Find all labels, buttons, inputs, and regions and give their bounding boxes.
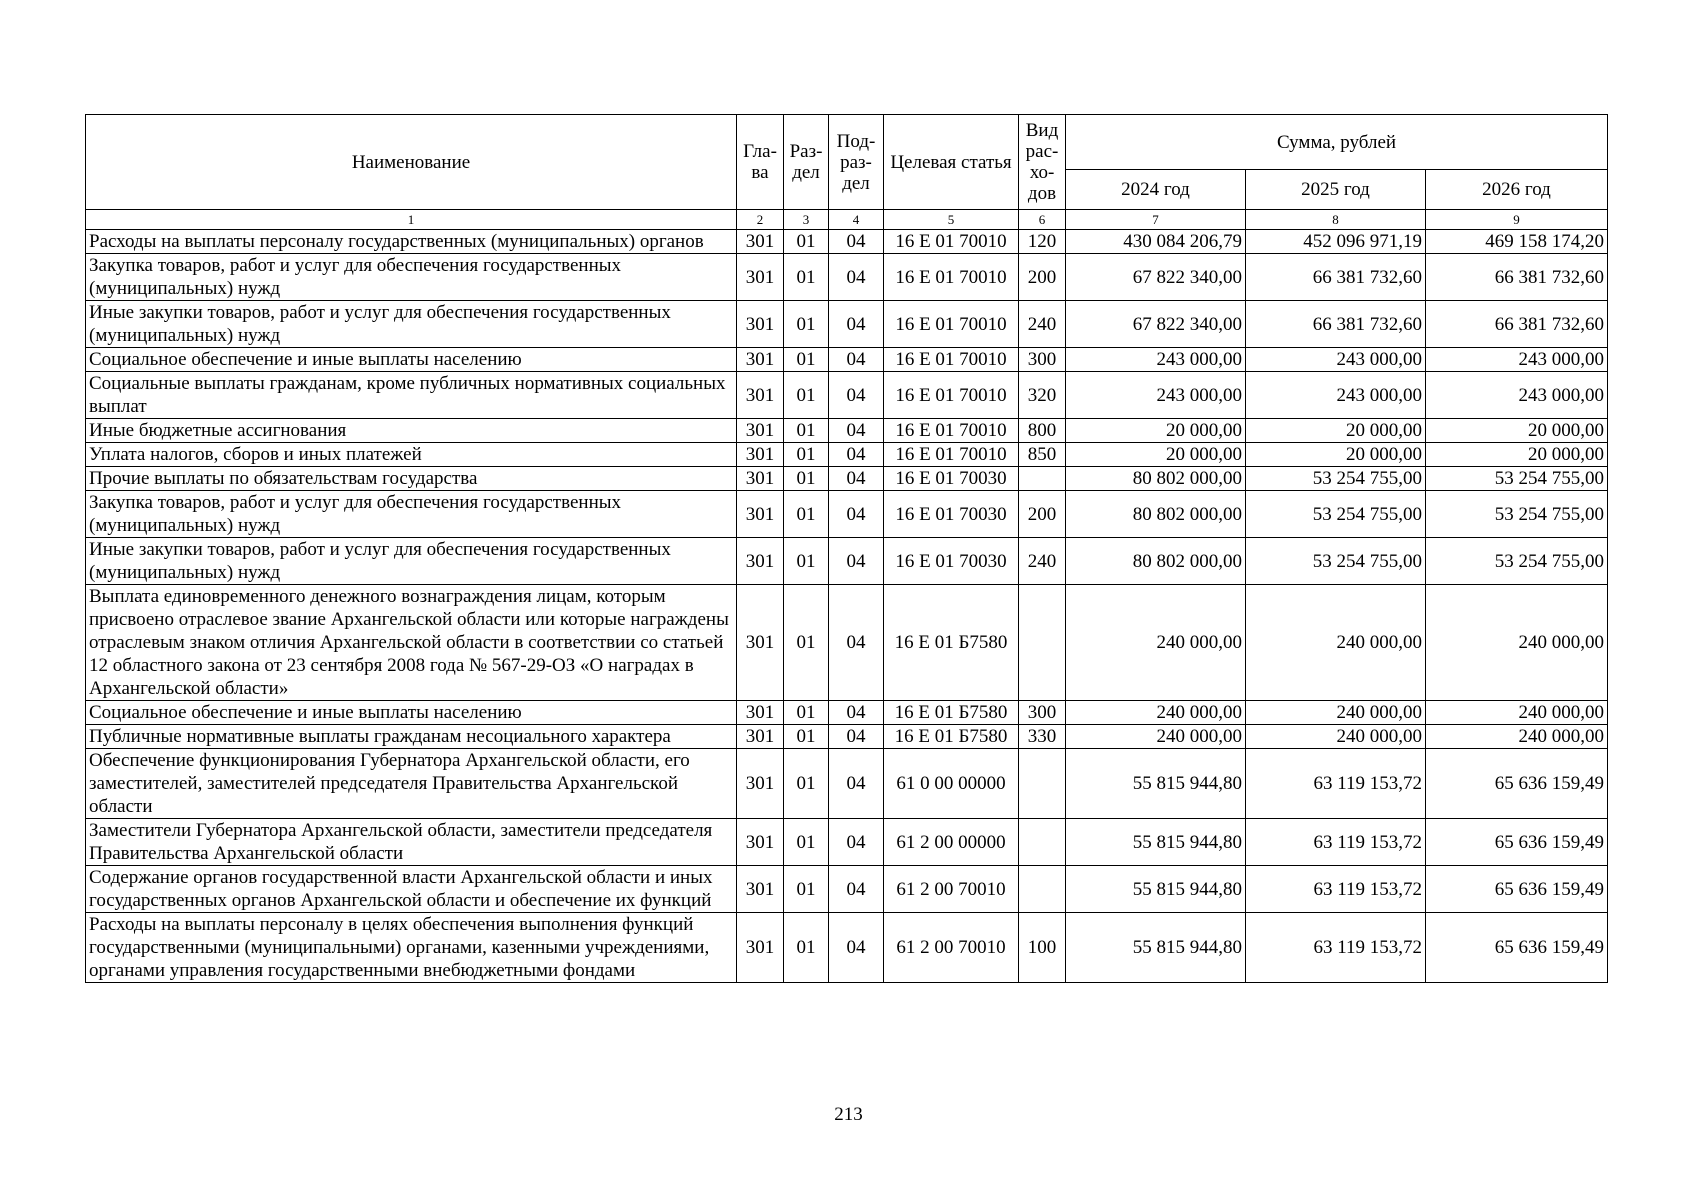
cell-amount-2026: 65 636 159,49 [1426, 866, 1608, 913]
cell-chapter: 301 [737, 230, 784, 254]
cell-amount-2024: 20 000,00 [1066, 419, 1246, 443]
cell-amount-2025: 63 119 153,72 [1246, 819, 1426, 866]
table-row [86, 725, 1608, 749]
cell-amount-2024: 67 822 340,00 [1066, 254, 1246, 301]
cell-subsection: 04 [829, 913, 884, 983]
cell-amount-2026: 53 254 755,00 [1426, 538, 1608, 585]
header-subsection: Под-раз-дел [829, 115, 884, 210]
cell-subsection: 04 [829, 443, 884, 467]
cell-amount-2025: 452 096 971,19 [1246, 230, 1426, 254]
table-row [86, 254, 1608, 301]
cell-amount-2025: 66 381 732,60 [1246, 301, 1426, 348]
cell-section: 01 [784, 467, 829, 491]
cell-target: 16 Е 01 70030 [884, 491, 1019, 538]
cell-expense-type [1019, 866, 1066, 913]
column-number: 1 [86, 210, 737, 230]
cell-expense-type: 200 [1019, 491, 1066, 538]
cell-expense-type: 300 [1019, 701, 1066, 725]
cell-target: 16 Е 01 70010 [884, 254, 1019, 301]
cell-amount-2024: 240 000,00 [1066, 585, 1246, 701]
cell-target: 16 Е 01 70030 [884, 467, 1019, 491]
cell-chapter: 301 [737, 491, 784, 538]
cell-chapter: 301 [737, 467, 784, 491]
cell-subsection: 04 [829, 230, 884, 254]
cell-expense-type [1019, 749, 1066, 819]
cell-amount-2025: 63 119 153,72 [1246, 913, 1426, 983]
cell-section: 01 [784, 749, 829, 819]
cell-amount-2024: 240 000,00 [1066, 701, 1246, 725]
cell-target: 16 Е 01 70030 [884, 538, 1019, 585]
cell-section: 01 [784, 254, 829, 301]
cell-chapter: 301 [737, 725, 784, 749]
cell-amount-2024: 240 000,00 [1066, 725, 1246, 749]
cell-expense-type: 200 [1019, 254, 1066, 301]
cell-amount-2026: 53 254 755,00 [1426, 467, 1608, 491]
cell-expense-type: 120 [1019, 230, 1066, 254]
cell-amount-2025: 240 000,00 [1246, 701, 1426, 725]
cell-amount-2026: 65 636 159,49 [1426, 749, 1608, 819]
cell-amount-2024: 80 802 000,00 [1066, 538, 1246, 585]
cell-target: 16 Е 01 70010 [884, 443, 1019, 467]
cell-subsection: 04 [829, 585, 884, 701]
table-row [86, 913, 1608, 983]
cell-amount-2025: 53 254 755,00 [1246, 538, 1426, 585]
cell-subsection: 04 [829, 372, 884, 419]
cell-amount-2026: 469 158 174,20 [1426, 230, 1608, 254]
table-row [86, 749, 1608, 819]
cell-section: 01 [784, 701, 829, 725]
cell-amount-2025: 243 000,00 [1246, 372, 1426, 419]
cell-amount-2025: 66 381 732,60 [1246, 254, 1426, 301]
cell-section: 01 [784, 419, 829, 443]
cell-amount-2026: 240 000,00 [1426, 585, 1608, 701]
cell-section: 01 [784, 866, 829, 913]
cell-section: 01 [784, 913, 829, 983]
cell-name: Обеспечение функционирования Губернатора Архангельской области, его заместителей, заместителей председателя Правительства Архангельской области [86, 749, 737, 819]
cell-target: 61 2 00 70010 [884, 866, 1019, 913]
table-row [86, 866, 1608, 913]
cell-amount-2024: 67 822 340,00 [1066, 301, 1246, 348]
cell-name: Иные бюджетные ассигнования [86, 419, 737, 443]
cell-amount-2025: 20 000,00 [1246, 419, 1426, 443]
cell-name: Закупка товаров, работ и услуг для обеспечения государственных (муниципальных) нужд [86, 491, 737, 538]
cell-amount-2026: 240 000,00 [1426, 701, 1608, 725]
budget-table [85, 114, 1608, 983]
cell-amount-2026: 65 636 159,49 [1426, 913, 1608, 983]
cell-chapter: 301 [737, 348, 784, 372]
cell-name: Социальное обеспечение и иные выплаты населению [86, 701, 737, 725]
table-row [86, 443, 1608, 467]
header-expense-type: Вид рас-хо-дов [1019, 115, 1066, 210]
cell-amount-2026: 240 000,00 [1426, 725, 1608, 749]
cell-amount-2026: 53 254 755,00 [1426, 491, 1608, 538]
cell-subsection: 04 [829, 254, 884, 301]
cell-amount-2024: 55 815 944,80 [1066, 819, 1246, 866]
cell-target: 61 2 00 70010 [884, 913, 1019, 983]
cell-subsection: 04 [829, 419, 884, 443]
column-number-row [86, 210, 1608, 230]
cell-section: 01 [784, 538, 829, 585]
cell-expense-type: 240 [1019, 301, 1066, 348]
cell-name: Иные закупки товаров, работ и услуг для обеспечения государственных (муниципальных) нужд [86, 538, 737, 585]
header-year-2026: 2026 год [1426, 170, 1608, 210]
cell-subsection: 04 [829, 819, 884, 866]
cell-amount-2025: 240 000,00 [1246, 725, 1426, 749]
header-target: Целевая статья [884, 115, 1019, 210]
table-row [86, 467, 1608, 491]
cell-amount-2025: 63 119 153,72 [1246, 866, 1426, 913]
cell-amount-2026: 66 381 732,60 [1426, 254, 1608, 301]
cell-subsection: 04 [829, 749, 884, 819]
cell-amount-2025: 53 254 755,00 [1246, 491, 1426, 538]
cell-expense-type: 330 [1019, 725, 1066, 749]
table-row [86, 491, 1608, 538]
cell-target: 16 Е 01 70010 [884, 230, 1019, 254]
cell-name: Прочие выплаты по обязательствам государства [86, 467, 737, 491]
header-year-2025: 2025 год [1246, 170, 1426, 210]
cell-name: Социальное обеспечение и иные выплаты населению [86, 348, 737, 372]
cell-section: 01 [784, 301, 829, 348]
cell-name: Расходы на выплаты персоналу в целях обеспечения выполнения функций государственными (муниципальными) органами, казенными учреждениями, органами управления государственными внебюджетными фондами [86, 913, 737, 983]
cell-chapter: 301 [737, 749, 784, 819]
cell-subsection: 04 [829, 348, 884, 372]
table-row [86, 372, 1608, 419]
cell-chapter: 301 [737, 913, 784, 983]
cell-amount-2026: 65 636 159,49 [1426, 819, 1608, 866]
cell-amount-2024: 55 815 944,80 [1066, 866, 1246, 913]
cell-section: 01 [784, 491, 829, 538]
cell-chapter: 301 [737, 585, 784, 701]
cell-name: Заместители Губернатора Архангельской области, заместители председателя Правительства Архангельской области [86, 819, 737, 866]
cell-chapter: 301 [737, 701, 784, 725]
cell-expense-type: 300 [1019, 348, 1066, 372]
cell-amount-2024: 243 000,00 [1066, 348, 1246, 372]
cell-amount-2026: 20 000,00 [1426, 419, 1608, 443]
cell-name: Уплата налогов, сборов и иных платежей [86, 443, 737, 467]
table-body [86, 230, 1608, 983]
cell-chapter: 301 [737, 819, 784, 866]
cell-expense-type: 100 [1019, 913, 1066, 983]
cell-amount-2026: 243 000,00 [1426, 372, 1608, 419]
cell-amount-2024: 20 000,00 [1066, 443, 1246, 467]
cell-expense-type: 240 [1019, 538, 1066, 585]
header-section: Раз-дел [784, 115, 829, 210]
cell-name: Выплата единовременного денежного вознаграждения лицам, которым присвоено отраслевое звание Архангельской области или которые награждены отраслевым знаком отличия Архангельской области в соответствии со статьей 12 областного закона от 23 сентября 2008 года № 567-29-ОЗ «О наградах в Архангельской области» [86, 585, 737, 701]
cell-target: 61 2 00 00000 [884, 819, 1019, 866]
cell-name: Иные закупки товаров, работ и услуг для обеспечения государственных (муниципальных) нужд [86, 301, 737, 348]
cell-name: Содержание органов государственной власти Архангельской области и иных государственных органов Архангельской области и обеспечение их функций [86, 866, 737, 913]
cell-subsection: 04 [829, 701, 884, 725]
cell-expense-type: 800 [1019, 419, 1066, 443]
cell-section: 01 [784, 819, 829, 866]
cell-amount-2025: 243 000,00 [1246, 348, 1426, 372]
cell-target: 16 Е 01 70010 [884, 301, 1019, 348]
column-number: 9 [1426, 210, 1608, 230]
cell-amount-2024: 80 802 000,00 [1066, 467, 1246, 491]
cell-subsection: 04 [829, 538, 884, 585]
cell-chapter: 301 [737, 372, 784, 419]
cell-subsection: 04 [829, 467, 884, 491]
cell-section: 01 [784, 372, 829, 419]
table-row [86, 230, 1608, 254]
cell-target: 16 Е 01 70010 [884, 419, 1019, 443]
table-row [86, 348, 1608, 372]
cell-amount-2026: 20 000,00 [1426, 443, 1608, 467]
cell-subsection: 04 [829, 725, 884, 749]
column-number: 6 [1019, 210, 1066, 230]
cell-chapter: 301 [737, 538, 784, 585]
header-name: Наименование [86, 115, 737, 210]
cell-section: 01 [784, 443, 829, 467]
cell-target: 16 Е 01 70010 [884, 348, 1019, 372]
cell-chapter: 301 [737, 254, 784, 301]
cell-name: Публичные нормативные выплаты гражданам несоциального характера [86, 725, 737, 749]
page-number: 213 [834, 1104, 863, 1125]
cell-amount-2026: 66 381 732,60 [1426, 301, 1608, 348]
cell-target: 16 Е 01 70010 [884, 372, 1019, 419]
cell-target: 16 Е 01 Б7580 [884, 725, 1019, 749]
cell-target: 16 Е 01 Б7580 [884, 701, 1019, 725]
cell-chapter: 301 [737, 443, 784, 467]
cell-expense-type [1019, 467, 1066, 491]
cell-amount-2025: 53 254 755,00 [1246, 467, 1426, 491]
table-row [86, 701, 1608, 725]
cell-expense-type: 320 [1019, 372, 1066, 419]
cell-expense-type [1019, 585, 1066, 701]
column-number: 8 [1246, 210, 1426, 230]
cell-amount-2026: 243 000,00 [1426, 348, 1608, 372]
column-number: 7 [1066, 210, 1246, 230]
column-number: 2 [737, 210, 784, 230]
cell-amount-2025: 240 000,00 [1246, 585, 1426, 701]
table-row [86, 538, 1608, 585]
table-row [86, 585, 1608, 701]
cell-subsection: 04 [829, 866, 884, 913]
cell-amount-2025: 20 000,00 [1246, 443, 1426, 467]
cell-target: 61 0 00 00000 [884, 749, 1019, 819]
cell-name: Расходы на выплаты персоналу государственных (муниципальных) органов [86, 230, 737, 254]
cell-chapter: 301 [737, 301, 784, 348]
cell-amount-2024: 430 084 206,79 [1066, 230, 1246, 254]
table-row [86, 819, 1608, 866]
cell-section: 01 [784, 230, 829, 254]
cell-subsection: 04 [829, 491, 884, 538]
cell-amount-2024: 55 815 944,80 [1066, 913, 1246, 983]
cell-amount-2024: 243 000,00 [1066, 372, 1246, 419]
cell-section: 01 [784, 585, 829, 701]
cell-target: 16 Е 01 Б7580 [884, 585, 1019, 701]
cell-subsection: 04 [829, 301, 884, 348]
column-number: 5 [884, 210, 1019, 230]
header-sum: Сумма, рублей [1066, 115, 1608, 170]
header-year-2024: 2024 год [1066, 170, 1246, 210]
table-row [86, 301, 1608, 348]
cell-chapter: 301 [737, 866, 784, 913]
column-number: 3 [784, 210, 829, 230]
header-chapter: Гла-ва [737, 115, 784, 210]
cell-section: 01 [784, 725, 829, 749]
cell-amount-2025: 63 119 153,72 [1246, 749, 1426, 819]
cell-section: 01 [784, 348, 829, 372]
column-number: 4 [829, 210, 884, 230]
cell-name: Закупка товаров, работ и услуг для обеспечения государственных (муниципальных) нужд [86, 254, 737, 301]
cell-amount-2024: 55 815 944,80 [1066, 749, 1246, 819]
cell-amount-2024: 80 802 000,00 [1066, 491, 1246, 538]
cell-chapter: 301 [737, 419, 784, 443]
cell-expense-type: 850 [1019, 443, 1066, 467]
cell-expense-type [1019, 819, 1066, 866]
table-row [86, 419, 1608, 443]
cell-name: Социальные выплаты гражданам, кроме публичных нормативных социальных выплат [86, 372, 737, 419]
